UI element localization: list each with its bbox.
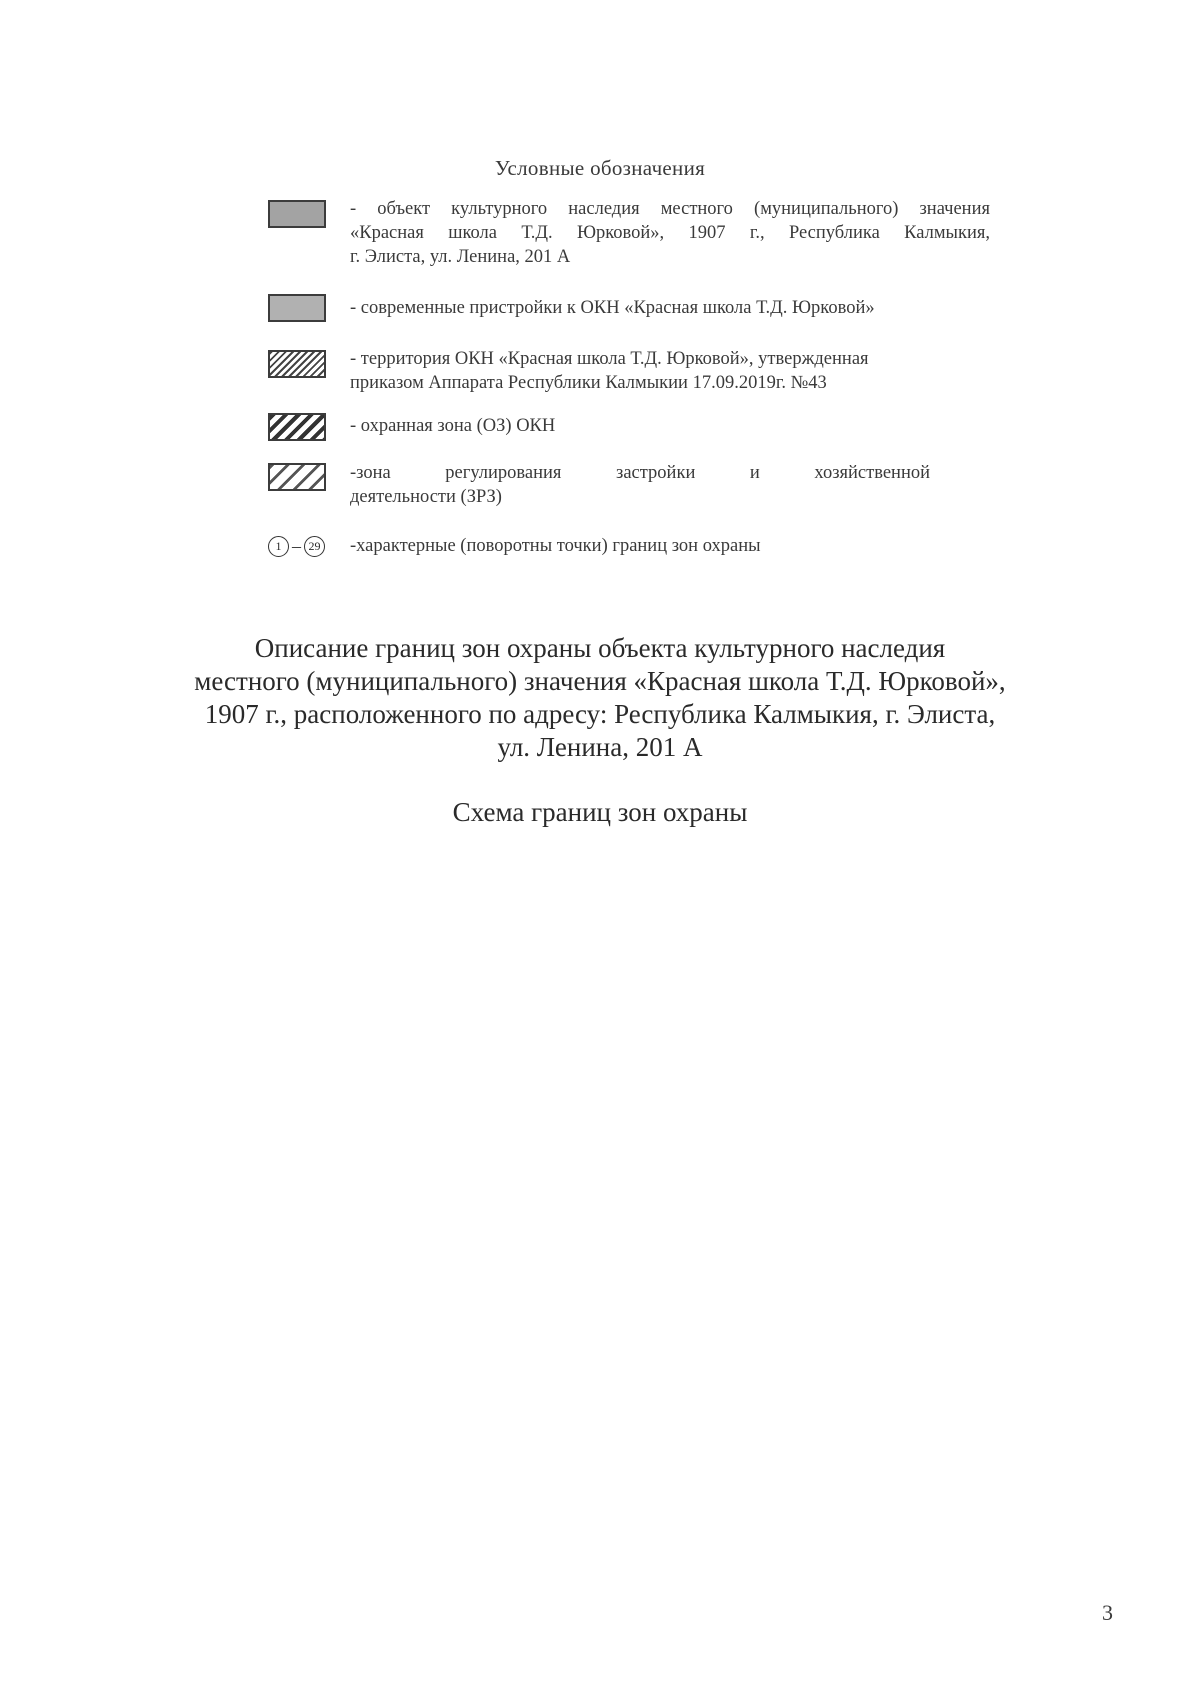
legend-text-annex bbox=[350, 296, 990, 320]
legend-line: - территория ОКН «Красная школа Т.Д. Юрковой», утвержденная bbox=[350, 349, 869, 369]
annex-swatch bbox=[268, 294, 326, 322]
legend-line: - современные пристройки к ОКН «Красная школа Т.Д. Юрковой» bbox=[350, 298, 875, 318]
heading-line: Описание границ зон охраны объекта культурного наследия bbox=[254, 633, 946, 663]
scheme-title: Схема границ зон охраны bbox=[452, 797, 748, 827]
point-start-icon: 1 bbox=[268, 536, 289, 557]
legend-text-territory bbox=[350, 347, 990, 395]
object-swatch bbox=[268, 200, 326, 228]
point-dash: – bbox=[292, 535, 301, 556]
legend-text-regulation-zone bbox=[350, 461, 930, 509]
heading-line: 1907 г., расположенного по адресу: Республика Калмыкия, г. Элиста, bbox=[204, 699, 996, 729]
legend-line: -зона регулирования застройки и хозяйственной bbox=[350, 463, 930, 483]
territory-swatch bbox=[268, 350, 326, 378]
point-end-icon: 29 bbox=[304, 536, 325, 557]
legend-text-object bbox=[350, 197, 990, 269]
legend-line: - охранная зона (ОЗ) ОКН bbox=[350, 416, 556, 436]
legend-title: Условные обозначения bbox=[494, 156, 706, 180]
legend-line: - объект культурного наследия местного (муниципального) значения bbox=[350, 199, 990, 219]
regulation-zone-swatch bbox=[268, 463, 326, 491]
legend-text-points bbox=[350, 534, 990, 558]
protection-zone-swatch bbox=[268, 413, 326, 441]
legend-line: «Красная школа Т.Д. Юрковой», 1907 г., Республика Калмыкия, bbox=[350, 223, 990, 243]
legend-line: приказом Аппарата Республики Калмыкии 17.09.2019г. №43 bbox=[350, 373, 827, 393]
points-symbol bbox=[268, 533, 328, 559]
heading-line: местного (муниципального) значения «Красная школа Т.Д. Юрковой», bbox=[194, 666, 1006, 696]
legend-line: г. Элиста, ул. Ленина, 201 А bbox=[350, 247, 571, 267]
page-number: 3 bbox=[1102, 1600, 1113, 1625]
legend-text-protection-zone bbox=[350, 414, 990, 438]
legend-line: деятельности (ЗРЗ) bbox=[350, 487, 502, 507]
description-heading bbox=[0, 632, 1200, 764]
heading-line: ул. Ленина, 201 А bbox=[497, 732, 703, 762]
legend-line: -характерные (поворотны точки) границ зон охраны bbox=[350, 536, 761, 556]
